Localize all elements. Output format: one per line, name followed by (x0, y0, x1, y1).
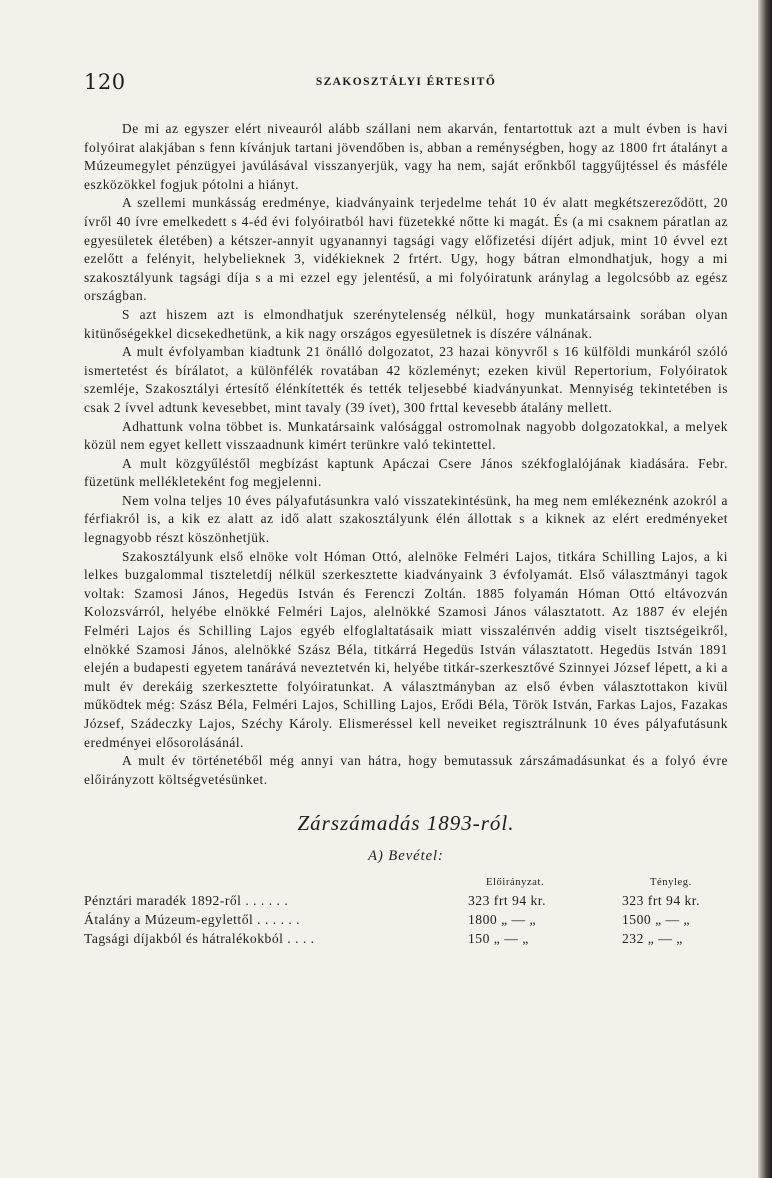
accounts-table (84, 875, 728, 950)
table-header (84, 875, 728, 893)
row-label: Átalány a Múzeum-egylettől . . . . . . (84, 912, 301, 928)
col-header-actual: Tényleg. (650, 877, 692, 889)
row-actual: 1500 „ — „ (622, 912, 691, 928)
page-header (84, 70, 728, 104)
table-row (84, 931, 728, 950)
row-planned: 1800 „ — „ (468, 912, 537, 928)
paragraph: A szellemi munkásság eredménye, kiadványaink terjedelme tehát 10 év alatt megkétszereződött, 20 ívről 40 ívre emelkedett s 4-éd évi folyóiratból havi füzetekké nőtte ki magát. És (a mi csaknem páratlan az egyesületek életében) a kétszer-annyit ugyanannyi tagsági vagy előfizetési díjért adjuk, mint 10 évvel ezt ezelőtt a felényit, helybelieknek 3, vidékieknek 2 frtért. Ugy, hogy bátran elmondhatjuk, hogy a mi szakosztályunk tagsági díja s a mi ezzel egy jelentésű, a mi folyóiratunk aránylag a legolcsóbb az egész országban. (84, 195, 728, 304)
paragraph: A mult évfolyamban kiadtunk 21 önálló dolgozatot, 23 hazai könyvről s 16 külföldi munkáról szóló ismertetést és bírálatot, a különfélék rovatában 42 közleményt; ezeken kivül Repertorium, Folyóiratok szemléje, Szakosztályi értesítő élénkítették és tették teljesebbé kiadványunkat. Mennyiség tekintetében is csak 2 ívvel adtunk kevesebbet, mint tavaly (39 ívet), 300 frttal kevesebb átalány mellett. (84, 344, 728, 415)
book-spine-edge (758, 0, 772, 1178)
row-planned: 323 frt 94 kr. (468, 893, 546, 909)
row-planned: 150 „ — „ (468, 931, 529, 947)
paragraph: Szakosztályunk első elnöke volt Hóman Ottó, alelnöke Felméri Lajos, titkára Schilling Lajos, a ki lelkes buzgalommal tiszteletdíj nélkül szerkesztette kiadványaink 3 évfolyamát. Első választmányi tagok voltak: Szamosi János, Hegedüs István és Ferenczi Zoltán. 1885 folyamán Hóman Ottó eltávozván Kolozsvárról, helyébe elnökké Felméri Lajos, alelnökké Szamosi János választatott. Az 1887 év elején Felméri Lajos és Schilling Lajos egyéb elfoglaltatásaik miatt visszaléпvén addig viselt tisztségeikről, elnökké Szamosi János, alelnökké Szász Béla, titkárrá Hegedüs István választatott. Hegedüs István 1891 elején a budapesti egyetem tanárává neveztetvén ki, helyébe titkár-szerkesztővé Szinnyei József lépett, a ki a mult év derekáig szerkesztette folyóiratunkat. A választmányban az első évben választottakon kivül működtek még: Szász Béla, Felméri Lajos, Schilling Lajos, Erődi Béla, Török István, Farkas Lajos, Fazakas József, Szádeczky Lajos, Széchy Károly. Elismeréssel kell neveiket regisztrálnunk 10 éves pályafutásunk eredményei elősorolásánál. (84, 548, 728, 750)
table-row (84, 912, 728, 931)
row-label: Tagsági díjakból és hátralékokból . . . . (84, 931, 315, 947)
paragraph: Nem volna teljes 10 éves pályafutásunkra való visszatekintésünk, ha meg nem emlékeznénk azokról a férfiakról is, a kik ez alatt az idő alatt szakosztályunk élén állottak s a kiknek az elért eredményeket legnagyobb részt köszönhetjük. (84, 492, 728, 546)
body-text (84, 120, 728, 789)
section-title: Zárszámadás 1893-ról. (297, 811, 515, 836)
subsection-title: A) Bevétel: (368, 848, 444, 865)
paragraph: S azt hiszem azt is elmondhatjuk szerénytelenség nélkül, hogy munkatársaink sorában olyan kitünőségekkel dicsekedhetünk, a kik nagy országos egyesületnek is díszére válnának. (84, 306, 728, 341)
paragraph: A mult év történetéből még annyi van hátra, hogy bemutassuk zárszámadásunkat és a folyó évre előirányzott költségvetésünket. (84, 753, 728, 787)
page-content (84, 70, 728, 950)
row-label: Pénztári maradék 1892-ről . . . . . . (84, 893, 289, 909)
row-actual: 232 „ — „ (622, 931, 683, 947)
page-number: 120 (84, 70, 126, 94)
col-header-planned: Előirányzat. (486, 877, 545, 889)
table-row (84, 893, 728, 912)
paragraph: De mi az egyszer elért niveauról alább szállani nem akarván, fentartottuk azt a mult évben is havi folyóirat alakjában s fenn kívánjuk tartani jövendőben is, abban a reménységben, hogy az 1800 frt átalányt a Múzeumegylet pénzügyei javúlásával visszanyerjük, vagy ha nem, saját erőnkből taggyűjtéssel és másféle eszközökkel fogjuk pótolni a hiányt. (84, 121, 728, 192)
running-title: SZAKOSZTÁLYI ÉRTESITŐ (315, 76, 497, 88)
paragraph: Adhattunk volna többet is. Munkatársaink valósággal ostromolnak nagyobb dolgozatokkal, a melyek közül nem egyet kellett visszaadnunk kimért terünkre való tekintettel. (84, 418, 728, 453)
paragraph: A mult közgyűléstől megbízást kaptunk Apáczai Csere János székfoglalójának kiadására. Febr. füzetünk mellékleteként fog megjelenni. (84, 455, 728, 490)
row-actual: 323 frt 94 kr. (622, 893, 700, 909)
